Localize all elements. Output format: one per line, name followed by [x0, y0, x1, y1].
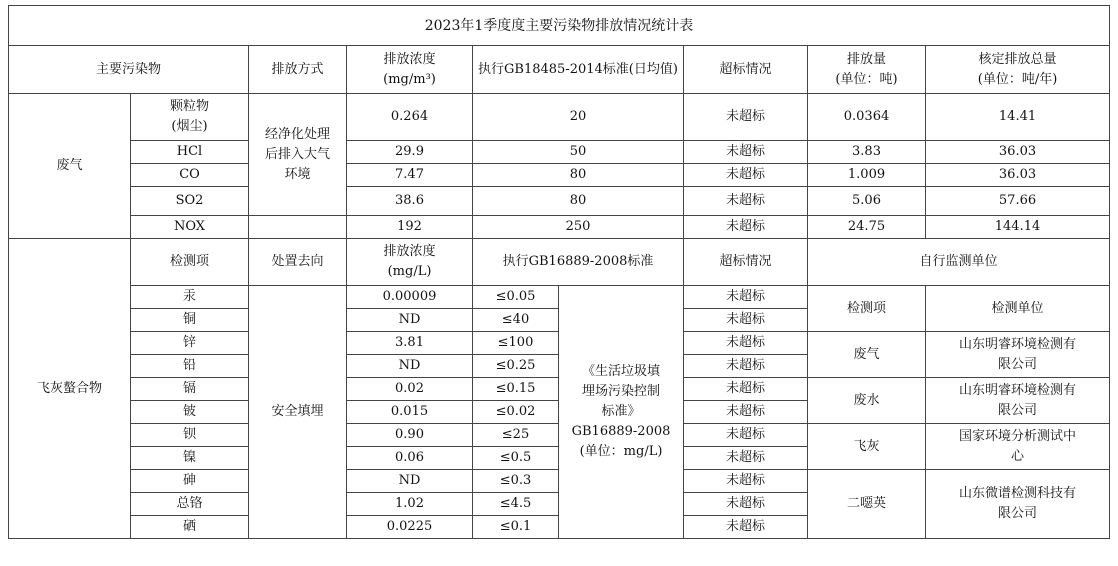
- ash-item: 铍: [131, 401, 249, 424]
- air-total: 57.66: [926, 187, 1110, 216]
- table-row: [9, 94, 1110, 141]
- air-amount: 24.75: [808, 216, 926, 239]
- ash-item: 铅: [131, 355, 249, 378]
- air-total: 14.41: [926, 94, 1110, 141]
- ash-exceed: 未超标: [684, 493, 808, 516]
- air-item: HCl: [131, 141, 249, 164]
- header-method: 排放方式: [249, 46, 347, 94]
- ash-item: 镉: [131, 378, 249, 401]
- ash-limit: ≤0.15: [473, 378, 559, 401]
- monitor-unit-line1: 国家环境分析测试中: [959, 428, 1077, 444]
- monitor-unit: [926, 332, 1110, 378]
- monitor-col-unit: 检测单位: [926, 286, 1110, 332]
- monitor-unit: [926, 470, 1110, 539]
- monitor-unit-line1: 山东微谱检测科技有: [959, 486, 1077, 501]
- air-item: NOX: [131, 216, 249, 239]
- ash-conc: ND: [347, 355, 473, 378]
- ash-conc: 0.0225: [347, 516, 473, 539]
- air-exceed: 未超标: [684, 141, 808, 164]
- ash-item: 镍: [131, 447, 249, 470]
- ash-conc: 0.06: [347, 447, 473, 470]
- std-note-line4: GB16889-2008: [571, 424, 671, 439]
- ash-exceed: 未超标: [684, 401, 808, 424]
- air-amount: 1.009: [808, 164, 926, 187]
- air-std: 250: [473, 216, 684, 239]
- air-amount: 3.83: [808, 141, 926, 164]
- ash-item: 砷: [131, 470, 249, 493]
- monitor-unit-line2: 限公司: [998, 506, 1038, 521]
- ash-conc: 0.90: [347, 424, 473, 447]
- header-amount-unit: (单位：吨): [835, 71, 898, 87]
- air-method-line3: 环境: [284, 166, 311, 182]
- ash-conc: ND: [347, 309, 473, 332]
- air-total: 36.03: [926, 164, 1110, 187]
- std-note-line2: 埋场污染控制: [581, 384, 660, 399]
- air-discharge-method-blank: [249, 216, 347, 239]
- monitor-unit-line1: 山东明睿环境检测有: [959, 382, 1077, 398]
- table-row: [9, 141, 1110, 164]
- monitor-col-item: 检测项: [808, 286, 926, 332]
- std-note-line1: 《生活垃圾填: [581, 364, 660, 379]
- air-item: SO2: [131, 187, 249, 216]
- ash-item: 铜: [131, 309, 249, 332]
- air-conc: 7.47: [347, 164, 473, 187]
- ash-limit: ≤100: [473, 332, 559, 355]
- air-method-line1: 经净化处理: [264, 126, 330, 142]
- ash-limit: ≤40: [473, 309, 559, 332]
- monitor-item: 飞灰: [808, 424, 926, 470]
- std-note-line5: (单位：mg/L): [579, 444, 663, 459]
- air-std: 80: [473, 187, 684, 216]
- monitor-unit-line2: 限公司: [998, 356, 1038, 372]
- header-total: [926, 46, 1110, 94]
- ash-item: 锌: [131, 332, 249, 355]
- table-row: [9, 187, 1110, 216]
- ash-conc: 0.02: [347, 378, 473, 401]
- ash-limit: ≤0.02: [473, 401, 559, 424]
- ash-exceed: 未超标: [684, 286, 808, 309]
- monitor-unit-line1: 山东明睿环境检测有: [959, 336, 1077, 352]
- header-exceed: 超标情况: [684, 46, 808, 94]
- ash-exceed: 未超标: [684, 355, 808, 378]
- ash-exceed: 未超标: [684, 424, 808, 447]
- air-amount: 5.06: [808, 187, 926, 216]
- ash-exceed: 未超标: [684, 470, 808, 493]
- air-exceed: 未超标: [684, 94, 808, 141]
- ash-header-disposal: 处置去向: [249, 239, 347, 286]
- table-title: 2023年1季度度主要污染物排放情况统计表: [9, 6, 1110, 46]
- monitor-item: 二噁英: [808, 470, 926, 539]
- ash-exceed: 未超标: [684, 378, 808, 401]
- ash-item: 钡: [131, 424, 249, 447]
- header-standard: 执行GB18485-2014标准(日均值): [473, 46, 684, 94]
- ash-conc: ND: [347, 470, 473, 493]
- ash-conc: 3.81: [347, 332, 473, 355]
- air-header-row: [9, 46, 1110, 94]
- ash-item: 汞: [131, 286, 249, 309]
- ash-header-item: 检测项: [131, 239, 249, 286]
- monitor-unit-line2: 心: [1011, 448, 1025, 464]
- header-pollutant: 主要污染物: [9, 46, 249, 94]
- air-method-line2: 后排入大气: [264, 146, 330, 162]
- air-exceed: 未超标: [684, 164, 808, 187]
- ash-limit: ≤0.25: [473, 355, 559, 378]
- air-std: 20: [473, 94, 684, 141]
- ash-header-concentration: [347, 239, 473, 286]
- ash-limit: ≤0.5: [473, 447, 559, 470]
- air-category: 废气: [9, 94, 131, 239]
- air-conc: 192: [347, 216, 473, 239]
- ash-exceed: 未超标: [684, 516, 808, 539]
- monitor-item: 废气: [808, 332, 926, 378]
- ash-category: 飞灰螯合物: [9, 239, 131, 539]
- air-total: 144.14: [926, 216, 1110, 239]
- ash-limit: ≤0.1: [473, 516, 559, 539]
- ash-conc: 1.02: [347, 493, 473, 516]
- air-amount: 0.0364: [808, 94, 926, 141]
- ash-header-exceed: 超标情况: [684, 239, 808, 286]
- ash-exceed: 未超标: [684, 332, 808, 355]
- ash-standard-note: [559, 286, 684, 539]
- monitor-item: 废水: [808, 378, 926, 424]
- header-total-label: 核定排放总量: [978, 51, 1057, 67]
- ash-header-row: [9, 239, 1110, 286]
- header-concentration-unit: (mg/m³): [383, 71, 436, 87]
- ash-exceed: 未超标: [684, 447, 808, 470]
- air-discharge-method: [249, 94, 347, 216]
- ash-limit: ≤0.05: [473, 286, 559, 309]
- table-row: [9, 216, 1110, 239]
- statistics-document: [8, 5, 1110, 539]
- header-amount-label: 排放量: [846, 51, 886, 67]
- air-item: CO: [131, 164, 249, 187]
- std-note-line3: 标准》: [601, 404, 641, 419]
- ash-header-standard: 执行GB16889-2008标准: [473, 239, 684, 286]
- header-concentration-label: 排放浓度: [383, 51, 436, 67]
- ash-limit: ≤4.5: [473, 493, 559, 516]
- ash-header-monitor: 自行监测单位: [808, 239, 1110, 286]
- table-row: [9, 286, 1110, 309]
- header-total-unit: (单位：吨/年): [977, 71, 1058, 87]
- emission-statistics-table: [8, 5, 1110, 539]
- ash-header-conc-label: 排放浓度: [383, 244, 436, 259]
- ash-exceed: 未超标: [684, 309, 808, 332]
- ash-limit: ≤0.3: [473, 470, 559, 493]
- air-std: 50: [473, 141, 684, 164]
- air-exceed: 未超标: [684, 187, 808, 216]
- monitor-unit-line2: 限公司: [998, 402, 1038, 418]
- ash-conc: 0.015: [347, 401, 473, 424]
- header-concentration: [347, 46, 473, 94]
- air-total: 36.03: [926, 141, 1110, 164]
- ash-limit: ≤25: [473, 424, 559, 447]
- table-row: [9, 164, 1110, 187]
- air-conc: 29.9: [347, 141, 473, 164]
- air-item: [131, 94, 249, 141]
- air-std: 80: [473, 164, 684, 187]
- header-amount: [808, 46, 926, 94]
- air-item-line2: (烟尘): [171, 119, 208, 134]
- ash-item: 总铬: [131, 493, 249, 516]
- monitor-unit: [926, 424, 1110, 470]
- air-exceed: 未超标: [684, 216, 808, 239]
- ash-item: 硒: [131, 516, 249, 539]
- ash-header-conc-unit: (mg/L): [387, 264, 432, 279]
- ash-disposal: 安全填埋: [249, 286, 347, 539]
- air-conc: 38.6: [347, 187, 473, 216]
- monitor-unit: [926, 378, 1110, 424]
- air-conc: 0.264: [347, 94, 473, 141]
- air-item-line1: 颗粒物: [169, 99, 209, 114]
- ash-conc: 0.00009: [347, 286, 473, 309]
